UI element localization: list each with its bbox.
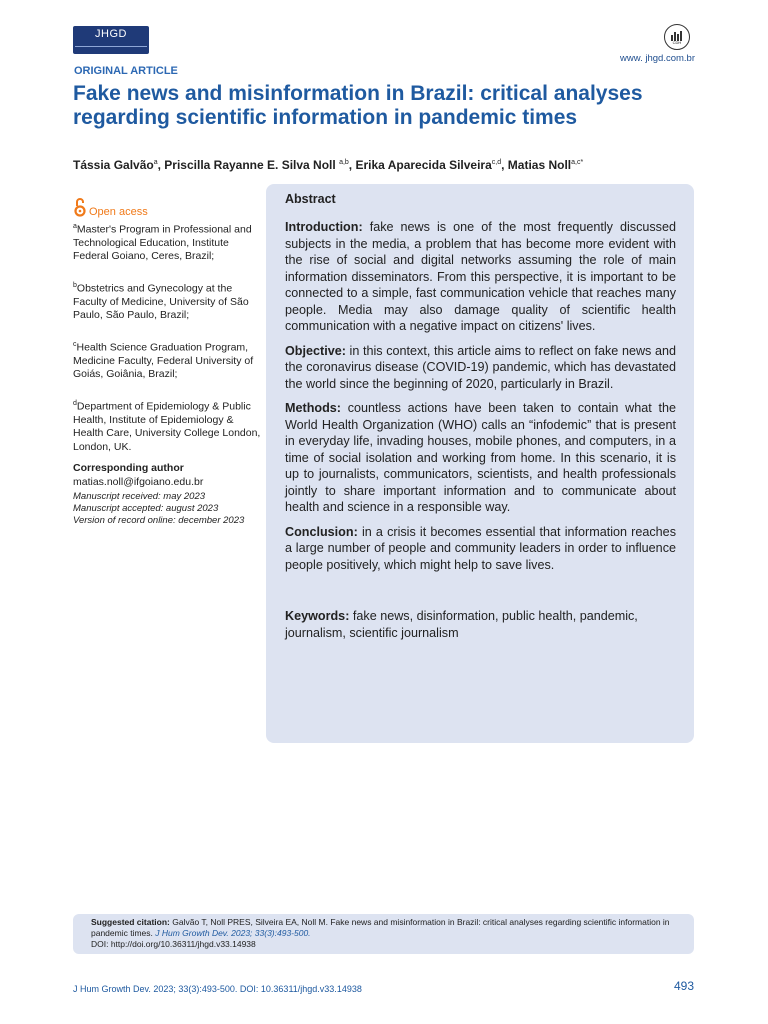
author-name: Erika Aparecida Silveira <box>355 158 492 172</box>
abstract-introduction: Introduction: fake news is one of the most frequently discussed subjects in the media, a problem that has become more evident with the rise of social and digital networks assuming the role of main information disseminators. From this perspective, it is important to be connected to a simple, fast communication vehicle that reaches many people. Media may also damage quality of scientific health communication with a negative impact on citizens' lives. <box>285 220 676 333</box>
author-list: Tássia Galvão$^a$, Priscilla Rayanne E. Silva Noll $^{a,b}$, Erika Aparecida Silveira$^{c,d}$, Matias Noll$^{a,c*}$ <box>73 158 584 172</box>
version-online: Version of record online: december 2023 <box>73 515 245 526</box>
cdh-logo-icon <box>664 24 690 50</box>
author-name: Tássia Galvão <box>73 158 154 172</box>
manuscript-dates <box>73 491 263 527</box>
abstract-methods: Methods: countless actions have been taken to contain what the World Health Organization (WHO) calls an “infodemic” that is present in everyday life, invading houses, mobile phones, and computers, in a time of social isolation and working from home. In this scenario, it is up to journalists, communicators, scientists, and health professionals jointly to share important information and to communicate about health and science in a responsible way. <box>285 401 677 514</box>
affiliation: $^b$Obstetrics and Gynecology at the Faculty of Medicine, University of São Paulo, São Paulo, Brazil; <box>73 281 249 321</box>
citation-doi-link[interactable]: DOI: http://doi.org/10.36311/jhgd.v33.14938 <box>91 939 256 949</box>
article-type: ORIGINAL ARTICLE <box>74 65 178 77</box>
author-name: Priscilla Rayanne E. Silva Noll <box>164 158 336 172</box>
manuscript-received: Manuscript received: may 2023 <box>73 491 206 502</box>
article-sidebar <box>73 197 263 527</box>
journal-logo <box>73 26 149 54</box>
abstract-keywords: Keywords: fake news, disinformation, public health, pandemic, journalism, scientific journalism <box>285 609 638 640</box>
cdh-logo-text: CDH <box>672 40 682 45</box>
suggested-citation <box>91 917 681 950</box>
footer-reference: J Hum Growth Dev. 2023; 33(3):493-500. DOI: 10.36311/jhgd.v33.14938 <box>73 984 362 994</box>
author-name: Matias Noll <box>507 158 572 172</box>
abstract-conclusion: Conclusion: in a crisis it becomes essential that information reaches a large number of people and community leaders in order to influence people positively, which might help to save lives. <box>285 524 676 572</box>
article-title: Fake news and misinformation in Brazil: critical analyses regarding scientific information in pandemic times <box>73 82 643 129</box>
abstract-objective: Objective: in this context, this article aims to reflect on fake news and the coronavirus disease (COVID-19) pandemic, which has devastated the world since the beginning of 2020, particularly in Brazil. <box>285 343 677 391</box>
open-access-badge <box>73 197 263 220</box>
suggested-citation-box <box>73 914 694 954</box>
abstract-heading: Abstract <box>285 192 336 206</box>
affiliation: $^a$Master's Program in Professional and Technological Education, Institute Federal Goiano, Ceres, Brazil; <box>73 222 252 262</box>
citation-text: Galvão T, Noll PRES, Silveira EA, Noll M. Fake news and misinformation in Brazil: critical analyses regarding scientific information in pandemic times. <box>91 917 670 938</box>
abstract-body <box>285 219 676 649</box>
affiliation: $^d$Department of Epidemiology & Public Health, Institute of Epidemiology & Health Care, University College London, London, UK. <box>73 399 261 453</box>
open-access-label: Open acess <box>89 206 148 218</box>
author-affiliation-mark: a <box>153 159 158 166</box>
citation-label: Suggested citation: <box>91 917 170 927</box>
affiliation: $^c$Health Science Graduation Program, Medicine Faculty, Federal University of Goiás, Goiânia, Brazil; <box>73 340 254 380</box>
journal-logo-text: JHGD <box>95 28 127 40</box>
journal-website-link[interactable]: www. jhgd.com.br <box>620 53 695 64</box>
page-number: 493 <box>673 979 694 993</box>
author-affiliation-mark: c,d <box>491 159 502 166</box>
journal-logo-rule <box>75 46 147 49</box>
manuscript-accepted: Manuscript accepted: august 2023 <box>73 503 219 514</box>
open-access-icon <box>73 197 87 217</box>
corresponding-author-email[interactable]: matias.noll@ifgoiano.edu.br <box>73 475 204 488</box>
author-affiliation-mark: a,c* <box>571 159 584 166</box>
abstract-panel <box>266 184 694 743</box>
citation-journal-ref: J Hum Growth Dev. 2023; 33(3):493-500. <box>155 928 311 938</box>
author-affiliation-mark: a,b <box>339 159 349 166</box>
corresponding-author-heading: Corresponding author <box>73 462 184 474</box>
